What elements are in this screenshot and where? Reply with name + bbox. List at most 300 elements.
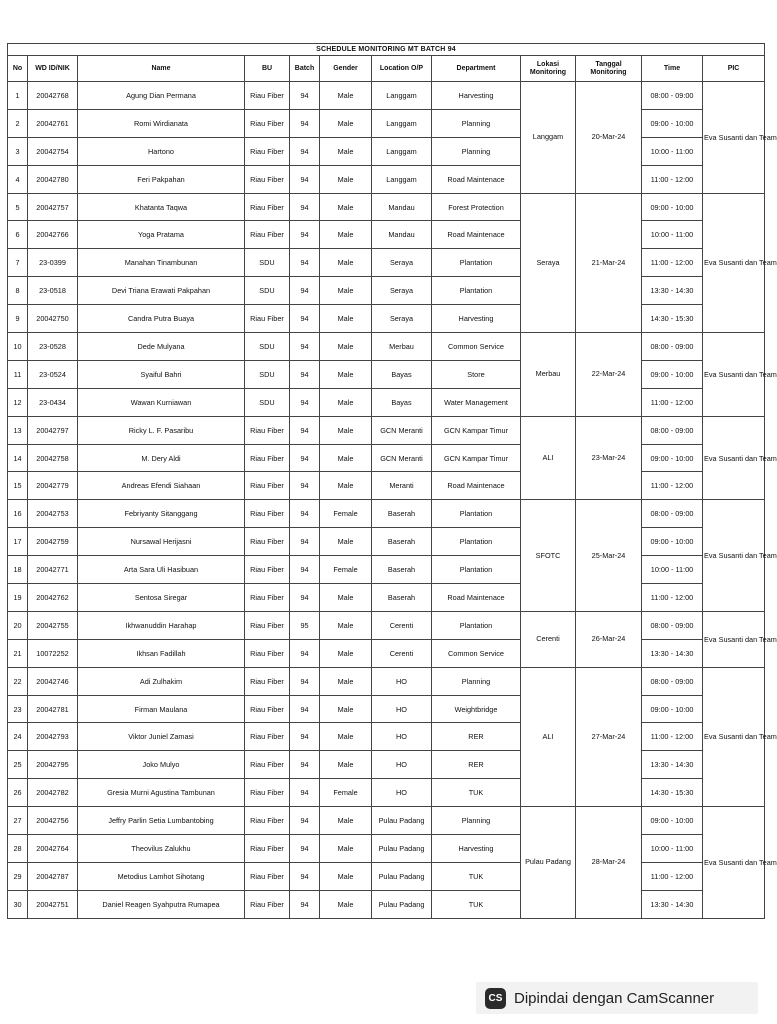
- cell-wd-id: 20042753: [28, 500, 78, 528]
- cell-gender: Male: [320, 444, 372, 472]
- cell-wd-id: 20042762: [28, 584, 78, 612]
- cell-time: 09:00 - 10:00: [642, 109, 703, 137]
- cell-department: Plantation: [432, 277, 521, 305]
- cell-no: 2: [8, 109, 28, 137]
- cell-gender: Male: [320, 388, 372, 416]
- cell-location: Baserah: [372, 500, 432, 528]
- cell-time: 11:00 - 12:00: [642, 388, 703, 416]
- cell-department: Planning: [432, 667, 521, 695]
- cell-no: 3: [8, 137, 28, 165]
- cell-batch: 94: [290, 500, 320, 528]
- table-row: [8, 611, 765, 639]
- cell-department: Planning: [432, 109, 521, 137]
- cell-tanggal-monitoring: 23-Mar-24: [576, 416, 642, 500]
- cell-wd-id: 20042755: [28, 611, 78, 639]
- table-row: [8, 305, 765, 333]
- cell-gender: Male: [320, 528, 372, 556]
- cell-no: 7: [8, 249, 28, 277]
- cell-location: Cerenti: [372, 639, 432, 667]
- header-gender: Gender: [320, 56, 372, 82]
- cell-location: Bayas: [372, 388, 432, 416]
- cell-batch: 94: [290, 584, 320, 612]
- cell-pic: Eva Susanti dan Team: [703, 333, 765, 417]
- header-name: Name: [78, 56, 245, 82]
- table-row: [8, 862, 765, 890]
- cell-wd-id: 20042793: [28, 723, 78, 751]
- cell-bu: Riau Fiber: [245, 807, 290, 835]
- cell-batch: 94: [290, 890, 320, 918]
- cell-batch: 94: [290, 305, 320, 333]
- cell-batch: 94: [290, 416, 320, 444]
- cell-location: Langgam: [372, 165, 432, 193]
- cell-time: 11:00 - 12:00: [642, 723, 703, 751]
- cell-name: Viktor Juniel Zamasi: [78, 723, 245, 751]
- cell-batch: 94: [290, 695, 320, 723]
- cell-pic: Eva Susanti dan Team: [703, 193, 765, 332]
- cell-bu: Riau Fiber: [245, 193, 290, 221]
- cell-wd-id: 20042795: [28, 751, 78, 779]
- cell-location: Pulau Padang: [372, 890, 432, 918]
- cell-gender: Male: [320, 416, 372, 444]
- cell-batch: 94: [290, 639, 320, 667]
- cell-tanggal-monitoring: 25-Mar-24: [576, 500, 642, 612]
- cell-pic: Eva Susanti dan Team: [703, 82, 765, 194]
- cell-lokasi-monitoring: SFOTC: [521, 500, 576, 612]
- cell-batch: 94: [290, 109, 320, 137]
- cell-wd-id: 20042779: [28, 472, 78, 500]
- cell-name: Ricky L. F. Pasaribu: [78, 416, 245, 444]
- cell-bu: Riau Fiber: [245, 221, 290, 249]
- header-lokasi-monitoring: Lokasi Monitoring: [521, 56, 576, 82]
- cell-time: 10:00 - 11:00: [642, 221, 703, 249]
- cell-pic: Eva Susanti dan Team: [703, 416, 765, 500]
- header-batch: Batch: [290, 56, 320, 82]
- table-row: [8, 751, 765, 779]
- cell-location: Baserah: [372, 556, 432, 584]
- cell-batch: 95: [290, 611, 320, 639]
- cell-name: Febriyanty Sitanggang: [78, 500, 245, 528]
- watermark-text: Dipindai dengan CamScanner: [514, 989, 715, 1007]
- table-row: [8, 890, 765, 918]
- cell-no: 1: [8, 82, 28, 110]
- cell-name: Daniel Reagen Syahputra Rumapea: [78, 890, 245, 918]
- cell-name: Joko Mulyo: [78, 751, 245, 779]
- cell-time: 14:30 - 15:30: [642, 779, 703, 807]
- cell-time: 13:30 - 14:30: [642, 890, 703, 918]
- cell-time: 09:00 - 10:00: [642, 695, 703, 723]
- cell-time: 08:00 - 09:00: [642, 82, 703, 110]
- table-row: [8, 639, 765, 667]
- cell-department: Plantation: [432, 249, 521, 277]
- cell-location: Mandau: [372, 221, 432, 249]
- cell-bu: Riau Fiber: [245, 862, 290, 890]
- cell-batch: 94: [290, 277, 320, 305]
- cell-department: Plantation: [432, 556, 521, 584]
- cell-department: TUK: [432, 890, 521, 918]
- cell-lokasi-monitoring: ALI: [521, 667, 576, 806]
- cell-batch: 94: [290, 835, 320, 863]
- cell-gender: Male: [320, 360, 372, 388]
- cell-department: Water Management: [432, 388, 521, 416]
- cell-name: Arta Sara Uli Hasibuan: [78, 556, 245, 584]
- cell-no: 11: [8, 360, 28, 388]
- cell-lokasi-monitoring: ALI: [521, 416, 576, 500]
- cell-gender: Male: [320, 751, 372, 779]
- cell-lokasi-monitoring: Merbau: [521, 333, 576, 417]
- cell-no: 17: [8, 528, 28, 556]
- cell-wd-id: 20042757: [28, 193, 78, 221]
- cell-bu: Riau Fiber: [245, 639, 290, 667]
- cell-no: 26: [8, 779, 28, 807]
- cell-wd-id: 20042782: [28, 779, 78, 807]
- cell-department: Plantation: [432, 528, 521, 556]
- cell-no: 9: [8, 305, 28, 333]
- cell-gender: Male: [320, 221, 372, 249]
- cell-name: Gresia Murni Agustina Tambunan: [78, 779, 245, 807]
- cell-bu: Riau Fiber: [245, 723, 290, 751]
- cell-bu: Riau Fiber: [245, 611, 290, 639]
- cell-batch: 94: [290, 667, 320, 695]
- cell-gender: Male: [320, 193, 372, 221]
- cell-batch: 94: [290, 528, 320, 556]
- table-row: [8, 249, 765, 277]
- cell-wd-id: 23-0528: [28, 333, 78, 361]
- cell-name: Manahan Tinambunan: [78, 249, 245, 277]
- cell-location: Cerenti: [372, 611, 432, 639]
- cell-time: 08:00 - 09:00: [642, 416, 703, 444]
- cell-department: TUK: [432, 862, 521, 890]
- cell-bu: Riau Fiber: [245, 667, 290, 695]
- table-row: [8, 779, 765, 807]
- cell-batch: 94: [290, 779, 320, 807]
- cell-location: Baserah: [372, 528, 432, 556]
- cell-name: Firman Maulana: [78, 695, 245, 723]
- cell-wd-id: 20042754: [28, 137, 78, 165]
- cell-department: TUK: [432, 779, 521, 807]
- cell-wd-id: 20042756: [28, 807, 78, 835]
- cell-gender: Male: [320, 109, 372, 137]
- cell-name: Khatanta Taqwa: [78, 193, 245, 221]
- cell-batch: 94: [290, 249, 320, 277]
- cell-time: 09:00 - 10:00: [642, 528, 703, 556]
- cell-no: 12: [8, 388, 28, 416]
- cell-location: Mandau: [372, 193, 432, 221]
- cell-tanggal-monitoring: 26-Mar-24: [576, 611, 642, 667]
- cell-bu: Riau Fiber: [245, 556, 290, 584]
- cell-lokasi-monitoring: Langgam: [521, 82, 576, 194]
- cell-department: Harvesting: [432, 305, 521, 333]
- schedule-table: [7, 43, 777, 919]
- table-row: [8, 723, 765, 751]
- cell-gender: Male: [320, 333, 372, 361]
- cell-gender: Male: [320, 611, 372, 639]
- cell-wd-id: 23-0434: [28, 388, 78, 416]
- cell-tanggal-monitoring: 21-Mar-24: [576, 193, 642, 332]
- cell-bu: Riau Fiber: [245, 835, 290, 863]
- cell-location: Meranti: [372, 472, 432, 500]
- camscanner-watermark: [476, 982, 758, 1014]
- cell-no: 18: [8, 556, 28, 584]
- cell-batch: 94: [290, 360, 320, 388]
- cell-name: Syaiful Bahri: [78, 360, 245, 388]
- cell-lokasi-monitoring: Seraya: [521, 193, 576, 332]
- cell-department: Forest Protection: [432, 193, 521, 221]
- cell-wd-id: 20042764: [28, 835, 78, 863]
- cell-location: GCN Meranti: [372, 444, 432, 472]
- cell-bu: Riau Fiber: [245, 528, 290, 556]
- cell-time: 10:00 - 11:00: [642, 137, 703, 165]
- cell-gender: Male: [320, 807, 372, 835]
- cell-department: Harvesting: [432, 835, 521, 863]
- table-row: [8, 695, 765, 723]
- header-bu: BU: [245, 56, 290, 82]
- cell-batch: 94: [290, 165, 320, 193]
- cell-bu: SDU: [245, 360, 290, 388]
- cell-pic: Eva Susanti dan Team: [703, 807, 765, 919]
- cell-pic: Eva Susanti dan Team: [703, 611, 765, 667]
- table-row: [8, 416, 765, 444]
- header-location: Location O/P: [372, 56, 432, 82]
- cell-department: Road Maintenace: [432, 165, 521, 193]
- cell-name: Jeffry Parlin Setia Lumbantobing: [78, 807, 245, 835]
- cell-no: 5: [8, 193, 28, 221]
- cell-name: Adi Zulhakim: [78, 667, 245, 695]
- cell-no: 8: [8, 277, 28, 305]
- cell-name: Ikhwanuddin Harahap: [78, 611, 245, 639]
- cell-wd-id: 20042751: [28, 890, 78, 918]
- cell-wd-id: 20042746: [28, 667, 78, 695]
- table-row: [8, 500, 765, 528]
- cell-location: Pulau Padang: [372, 835, 432, 863]
- table-row: [8, 360, 765, 388]
- cell-bu: Riau Fiber: [245, 890, 290, 918]
- cell-tanggal-monitoring: 20-Mar-24: [576, 82, 642, 194]
- cell-name: Dede Mulyana: [78, 333, 245, 361]
- cell-bu: SDU: [245, 388, 290, 416]
- table-title: SCHEDULE MONITORING MT BATCH 94: [8, 44, 765, 56]
- cell-name: Nursawal Herijasni: [78, 528, 245, 556]
- table-row: [8, 556, 765, 584]
- cell-gender: Female: [320, 556, 372, 584]
- cell-no: 4: [8, 165, 28, 193]
- cell-department: GCN Kampar Timur: [432, 444, 521, 472]
- cell-name: Andreas Efendi Siahaan: [78, 472, 245, 500]
- cell-wd-id: 20042766: [28, 221, 78, 249]
- cell-time: 09:00 - 10:00: [642, 360, 703, 388]
- cell-no: 24: [8, 723, 28, 751]
- cell-time: 08:00 - 09:00: [642, 333, 703, 361]
- cell-name: Metodius Lamhot Sihotang: [78, 862, 245, 890]
- cell-bu: Riau Fiber: [245, 472, 290, 500]
- cell-name: Agung Dian Permana: [78, 82, 245, 110]
- cell-wd-id: 20042771: [28, 556, 78, 584]
- cell-pic: Eva Susanti dan Team: [703, 667, 765, 806]
- cell-time: 13:30 - 14:30: [642, 751, 703, 779]
- cell-location: Seraya: [372, 277, 432, 305]
- cell-wd-id: 20042761: [28, 109, 78, 137]
- table-row: [8, 193, 765, 221]
- cell-batch: 94: [290, 388, 320, 416]
- cell-bu: SDU: [245, 277, 290, 305]
- cell-wd-id: 23-0518: [28, 277, 78, 305]
- cell-batch: 94: [290, 751, 320, 779]
- cell-wd-id: 20042787: [28, 862, 78, 890]
- cell-gender: Male: [320, 472, 372, 500]
- cell-time: 08:00 - 09:00: [642, 667, 703, 695]
- table-row: [8, 807, 765, 835]
- cell-gender: Male: [320, 862, 372, 890]
- cell-wd-id: 23-0399: [28, 249, 78, 277]
- cell-location: Seraya: [372, 305, 432, 333]
- cell-no: 20: [8, 611, 28, 639]
- cell-tanggal-monitoring: 22-Mar-24: [576, 333, 642, 417]
- camscanner-logo-icon: CS: [485, 988, 506, 1009]
- cell-department: Plantation: [432, 500, 521, 528]
- cell-no: 13: [8, 416, 28, 444]
- cell-no: 6: [8, 221, 28, 249]
- cell-time: 11:00 - 12:00: [642, 165, 703, 193]
- cell-gender: Male: [320, 723, 372, 751]
- cell-department: RER: [432, 723, 521, 751]
- cell-wd-id: 20042750: [28, 305, 78, 333]
- cell-location: Langgam: [372, 109, 432, 137]
- cell-time: 09:00 - 10:00: [642, 444, 703, 472]
- cell-department: Planning: [432, 807, 521, 835]
- cell-batch: 94: [290, 333, 320, 361]
- cell-name: M. Dery Aldi: [78, 444, 245, 472]
- cell-time: 08:00 - 09:00: [642, 500, 703, 528]
- cell-time: 10:00 - 11:00: [642, 556, 703, 584]
- cell-name: Candra Putra Buaya: [78, 305, 245, 333]
- cell-department: Common Service: [432, 639, 521, 667]
- cell-gender: Male: [320, 305, 372, 333]
- cell-bu: Riau Fiber: [245, 584, 290, 612]
- cell-wd-id: 23-0524: [28, 360, 78, 388]
- cell-no: 28: [8, 835, 28, 863]
- cell-name: Ikhsan Fadillah: [78, 639, 245, 667]
- header-pic: PIC: [703, 56, 765, 82]
- cell-no: 10: [8, 333, 28, 361]
- cell-time: 11:00 - 12:00: [642, 249, 703, 277]
- cell-department: Road Maintenace: [432, 221, 521, 249]
- cell-gender: Male: [320, 695, 372, 723]
- cell-no: 14: [8, 444, 28, 472]
- cell-batch: 94: [290, 723, 320, 751]
- header-department: Department: [432, 56, 521, 82]
- cell-wd-id: 10072252: [28, 639, 78, 667]
- cell-time: 13:30 - 14:30: [642, 277, 703, 305]
- cell-department: Road Maintenace: [432, 584, 521, 612]
- table-row: [8, 82, 765, 110]
- table-row: [8, 444, 765, 472]
- cell-batch: 94: [290, 193, 320, 221]
- table-row: [8, 277, 765, 305]
- cell-gender: Male: [320, 639, 372, 667]
- cell-wd-id: 20042759: [28, 528, 78, 556]
- schedule-body: [8, 82, 777, 919]
- cell-gender: Male: [320, 82, 372, 110]
- cell-department: Weightbridge: [432, 695, 521, 723]
- cell-pic: Eva Susanti dan Team: [703, 500, 765, 612]
- cell-no: 19: [8, 584, 28, 612]
- cell-name: Feri Pakpahan: [78, 165, 245, 193]
- cell-location: HO: [372, 667, 432, 695]
- cell-bu: Riau Fiber: [245, 82, 290, 110]
- cell-batch: 94: [290, 221, 320, 249]
- cell-bu: Riau Fiber: [245, 137, 290, 165]
- table-row: [8, 165, 765, 193]
- cell-location: HO: [372, 779, 432, 807]
- cell-time: 09:00 - 10:00: [642, 807, 703, 835]
- cell-location: GCN Meranti: [372, 416, 432, 444]
- table-row: [8, 221, 765, 249]
- cell-no: 25: [8, 751, 28, 779]
- table-row: [8, 333, 765, 361]
- cell-no: 15: [8, 472, 28, 500]
- cell-bu: Riau Fiber: [245, 751, 290, 779]
- schedule-sheet: [7, 43, 777, 919]
- cell-no: 23: [8, 695, 28, 723]
- cell-batch: 94: [290, 807, 320, 835]
- cell-tanggal-monitoring: 27-Mar-24: [576, 667, 642, 806]
- cell-location: Langgam: [372, 137, 432, 165]
- cell-department: Common Service: [432, 333, 521, 361]
- header-time: Time: [642, 56, 703, 82]
- cell-time: 13:30 - 14:30: [642, 639, 703, 667]
- cell-wd-id: 20042797: [28, 416, 78, 444]
- cell-name: Devi Triana Erawati Pakpahan: [78, 277, 245, 305]
- cell-bu: Riau Fiber: [245, 109, 290, 137]
- cell-gender: Male: [320, 165, 372, 193]
- table-row: [8, 835, 765, 863]
- cell-gender: Male: [320, 584, 372, 612]
- cell-no: 27: [8, 807, 28, 835]
- cell-bu: SDU: [245, 249, 290, 277]
- cell-name: Theovilus Zalukhu: [78, 835, 245, 863]
- cell-no: 16: [8, 500, 28, 528]
- cell-gender: Male: [320, 835, 372, 863]
- cell-no: 22: [8, 667, 28, 695]
- table-row: [8, 137, 765, 165]
- cell-bu: Riau Fiber: [245, 779, 290, 807]
- table-row: [8, 388, 765, 416]
- cell-time: 11:00 - 12:00: [642, 584, 703, 612]
- cell-location: Pulau Padang: [372, 862, 432, 890]
- cell-wd-id: 20042781: [28, 695, 78, 723]
- cell-no: 29: [8, 862, 28, 890]
- cell-batch: 94: [290, 556, 320, 584]
- cell-name: Sentosa Siregar: [78, 584, 245, 612]
- cell-bu: Riau Fiber: [245, 500, 290, 528]
- cell-time: 08:00 - 09:00: [642, 611, 703, 639]
- cell-location: HO: [372, 695, 432, 723]
- cell-lokasi-monitoring: Pulau Padang: [521, 807, 576, 919]
- cell-location: HO: [372, 751, 432, 779]
- cell-wd-id: 20042758: [28, 444, 78, 472]
- cell-wd-id: 20042780: [28, 165, 78, 193]
- cell-location: HO: [372, 723, 432, 751]
- table-row: [8, 472, 765, 500]
- cell-gender: Male: [320, 667, 372, 695]
- cell-bu: Riau Fiber: [245, 695, 290, 723]
- cell-department: Road Maintenace: [432, 472, 521, 500]
- cell-location: Baserah: [372, 584, 432, 612]
- cell-gender: Female: [320, 500, 372, 528]
- cell-batch: 94: [290, 472, 320, 500]
- header-no: No: [8, 56, 28, 82]
- cell-location: Merbau: [372, 333, 432, 361]
- cell-name: Hartono: [78, 137, 245, 165]
